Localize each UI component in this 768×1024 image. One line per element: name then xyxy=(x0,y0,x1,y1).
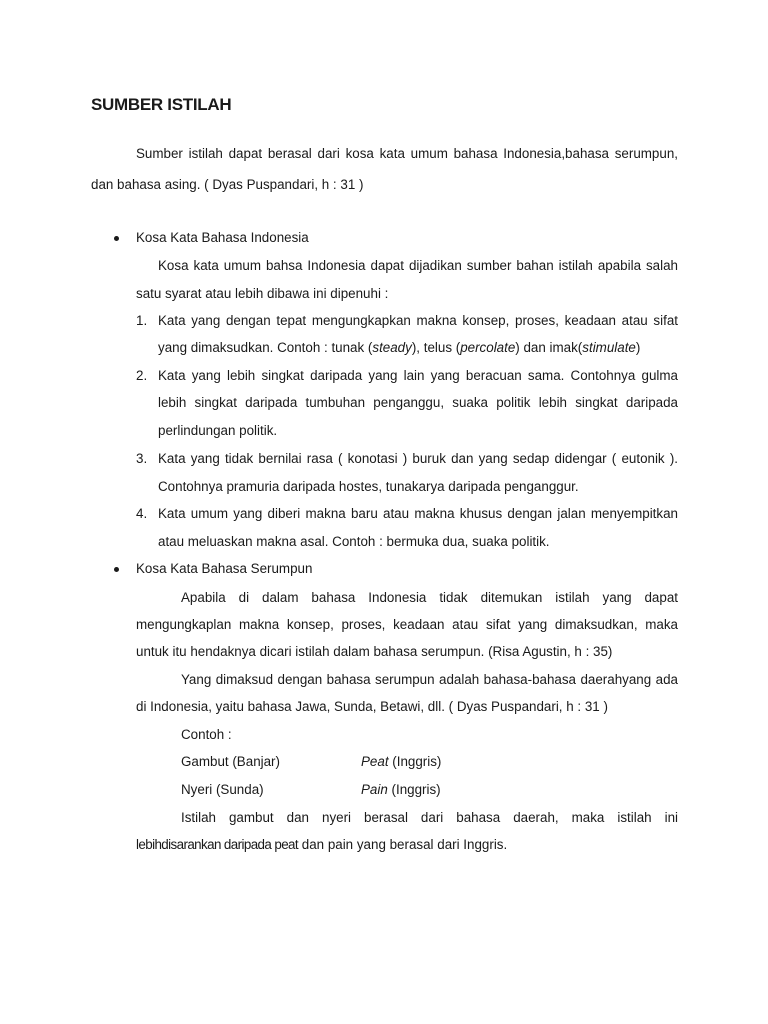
example-label: Contoh : xyxy=(181,727,232,742)
item3-line-1: Kata yang tidak bernilai rasa ( konotasi ) buruk dan yang sedap didengar ( eutonik ). xyxy=(158,451,678,466)
section2-para1-line-2: mengungkaplan makna konsep, proses, keadaan atau sifat yang dimaksudkan, maka xyxy=(136,617,678,632)
intro-line-2: dan bahasa asing. ( Dyas Puspandari, h : 31 ) xyxy=(91,177,364,192)
list-number: 3. xyxy=(136,451,148,466)
section2-para2-line-1: Yang dimaksud dengan bahasa serumpun adalah bahasa-bahasa daerahyang ada xyxy=(181,672,678,687)
item2-line-1: Kata yang lebih singkat daripada yang lain yang beracuan sama. Contohnya gulma xyxy=(158,368,678,383)
item4-line-2: atau meluaskan makna asal. Contoh : bermuka dua, suaka politik. xyxy=(158,534,550,549)
example-foreign-term: Peat (Inggris) xyxy=(361,754,442,769)
section2-para1-line-1: Apabila di dalam bahasa Indonesia tidak ditemukan istilah yang dapat xyxy=(181,590,678,605)
section2-heading: Kosa Kata Bahasa Serumpun xyxy=(136,561,313,576)
section2-para2-line-2: di Indonesia, yaitu bahasa Jawa, Sunda, Betawi, dll. ( Dyas Puspandari, h : 31 ) xyxy=(136,699,608,714)
bullet-icon xyxy=(114,236,119,241)
section2-para1-line-3: untuk itu hendaknya dicari istilah dalam bahasa serumpun. (Risa Agustin, h : 35) xyxy=(136,644,613,659)
list-number: 4. xyxy=(136,506,148,521)
document-title: SUMBER ISTILAH xyxy=(91,95,232,114)
example-local-term: Nyeri (Sunda) xyxy=(181,782,264,797)
section1-para-line-2: satu syarat atau lebih dibawa ini dipenuhi : xyxy=(136,286,389,301)
section1-heading: Kosa Kata Bahasa Indonesia xyxy=(136,230,309,245)
item2-line-3: perlindungan politik. xyxy=(158,423,278,438)
example-local-term: Gambut (Banjar) xyxy=(181,754,280,769)
item1-line-2: yang dimaksudkan. Contoh : tunak (steady), telus (percolate) dan imak(stimulate) xyxy=(158,340,641,355)
list-number: 2. xyxy=(136,368,148,383)
intro-line-1: Sumber istilah dapat berasal dari kosa kata umum bahasa Indonesia,bahasa serumpun, xyxy=(136,146,678,161)
item1-line-1: Kata yang dengan tepat mengungkapkan makna konsep, proses, keadaan atau sifat xyxy=(158,313,678,328)
section2-para3-line-2: lebihdisarankan daripada peat dan pain yang berasal dari Inggris. xyxy=(136,837,508,852)
item3-line-2: Contohnya pramuria daripada hostes, tunakarya daripada penganggur. xyxy=(158,479,579,494)
section2-para3-line-1: Istilah gambut dan nyeri berasal dari bahasa daerah, maka istilah ini xyxy=(181,810,678,825)
list-number: 1. xyxy=(136,313,148,328)
section1-para-line-1: Kosa kata umum bahsa Indonesia dapat dijadikan sumber bahan istilah apabila salah xyxy=(158,258,678,273)
item4-line-1: Kata umum yang diberi makna baru atau makna khusus dengan jalan menyempitkan xyxy=(158,506,678,521)
example-foreign-term: Pain (Inggris) xyxy=(361,782,441,797)
item2-line-2: lebih singkat daripada tumbuhan penganggu, suaka politik lebih singkat daripada xyxy=(158,395,678,410)
bullet-icon xyxy=(114,567,119,572)
